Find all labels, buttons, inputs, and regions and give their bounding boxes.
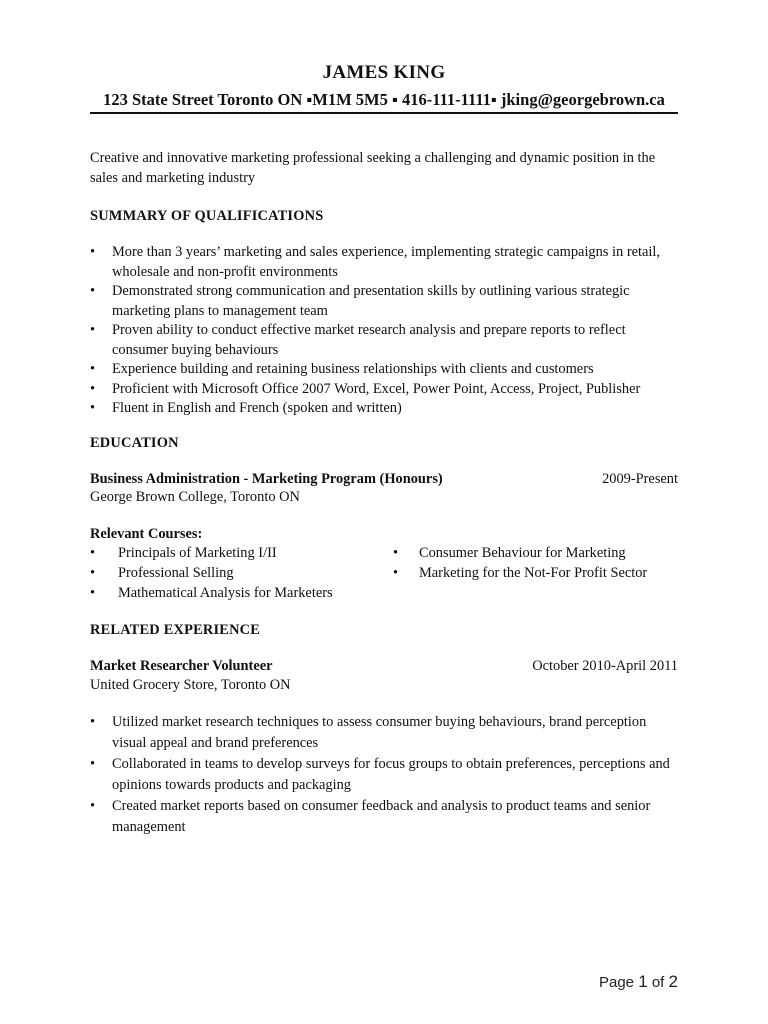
courses-heading: Relevant Courses: bbox=[90, 526, 203, 542]
school-name: George Brown College, Toronto ON bbox=[90, 489, 300, 505]
page-number bbox=[599, 972, 678, 992]
bullet-icon: • bbox=[90, 244, 96, 260]
list-item bbox=[90, 321, 678, 360]
list-item-text: More than 3 years’ marketing and sales experience, implementing strategic campaigns in retail, wholesale and non-profit environments bbox=[112, 244, 660, 280]
list-item-text: Collaborated in teams to develop surveys for focus groups to obtain preferences, perceptions and opinions towards products and packaging bbox=[112, 756, 670, 793]
bullet-icon: • bbox=[90, 380, 96, 397]
bullet-icon: • bbox=[90, 545, 96, 561]
bullet-icon: • bbox=[90, 283, 96, 299]
header-divider bbox=[90, 112, 678, 114]
list-item-text: Created market reports based on consumer feedback and analysis to product teams and senior management bbox=[112, 798, 651, 835]
education-heading: EDUCATION bbox=[90, 435, 179, 451]
bullet-icon: • bbox=[90, 756, 96, 772]
list-item-text: Fluent in English and French (spoken and written) bbox=[112, 400, 402, 416]
summary-heading: SUMMARY OF QUALIFICATIONS bbox=[90, 208, 324, 224]
list-item-text: Experience building and retaining business relationships with clients and customers bbox=[112, 361, 594, 377]
job-dates: October 2010-April 2011 bbox=[532, 658, 678, 674]
list-item bbox=[90, 754, 678, 796]
course-text: Marketing for the Not-For Profit Sector bbox=[419, 565, 648, 581]
bullet-icon: • bbox=[90, 565, 96, 581]
total-pages: 2 bbox=[668, 972, 678, 991]
bullet-icon: • bbox=[90, 322, 96, 338]
contact-line: 123 State Street Toronto ON ▪M1M 5M5 ▪ 416-111-1111▪ jking@georgebrown.ca bbox=[103, 90, 665, 109]
list-item bbox=[90, 543, 277, 563]
experience-title-row bbox=[90, 658, 678, 675]
candidate-name: JAMES KING bbox=[322, 62, 446, 83]
of-word: of bbox=[651, 974, 665, 991]
experience-heading: RELATED EXPERIENCE bbox=[90, 622, 261, 638]
page-word: Page bbox=[598, 974, 635, 991]
job-title: Market Researcher Volunteer bbox=[90, 658, 273, 674]
list-item-text: Utilized market research techniques to assess consumer buying behaviours, brand perception visual appeal and brand preferences bbox=[112, 714, 647, 751]
current-page: 1 bbox=[638, 972, 648, 991]
list-item-text: Proven ability to conduct effective market research analysis and prepare reports to reflect consumer buying behaviours bbox=[112, 322, 626, 358]
list-item-text: Demonstrated strong communication and presentation skills by outlining various strategic marketing plans to management team bbox=[112, 283, 630, 319]
list-item bbox=[90, 380, 678, 400]
bullet-icon: • bbox=[90, 714, 96, 730]
list-item bbox=[90, 583, 333, 603]
bullet-icon: • bbox=[393, 545, 399, 561]
course-text: Professional Selling bbox=[118, 565, 234, 581]
bullet-icon: • bbox=[90, 361, 96, 377]
list-item bbox=[393, 563, 647, 583]
objective-text: Creative and innovative marketing professional seeking a challenging and dynamic position in the sales and marketing industry bbox=[90, 150, 656, 186]
course-text: Mathematical Analysis for Marketers bbox=[118, 585, 333, 601]
bullet-icon: • bbox=[90, 585, 96, 601]
program-name: Business Administration - Marketing Program (Honours) bbox=[90, 471, 443, 487]
summary-list bbox=[90, 243, 678, 419]
program-dates: 2009-Present bbox=[602, 471, 678, 487]
employer-name: United Grocery Store, Toronto ON bbox=[90, 677, 291, 693]
course-text: Consumer Behaviour for Marketing bbox=[419, 545, 626, 561]
list-item bbox=[90, 563, 234, 583]
list-item bbox=[90, 360, 678, 380]
list-item bbox=[90, 243, 678, 282]
list-item bbox=[90, 399, 678, 419]
list-item-text: Proficient with Microsoft Office 2007 Word, Excel, Power Point, Access, Project, Publisher bbox=[112, 380, 641, 397]
bullet-icon: • bbox=[393, 565, 399, 581]
list-item bbox=[90, 282, 678, 321]
bullet-icon: • bbox=[90, 798, 96, 814]
education-program-row bbox=[90, 471, 678, 488]
list-item bbox=[90, 712, 678, 754]
list-item bbox=[90, 796, 678, 838]
bullet-icon: • bbox=[90, 400, 96, 416]
experience-list bbox=[90, 712, 678, 838]
course-text: Principals of Marketing I/II bbox=[118, 545, 277, 561]
list-item bbox=[393, 543, 626, 563]
